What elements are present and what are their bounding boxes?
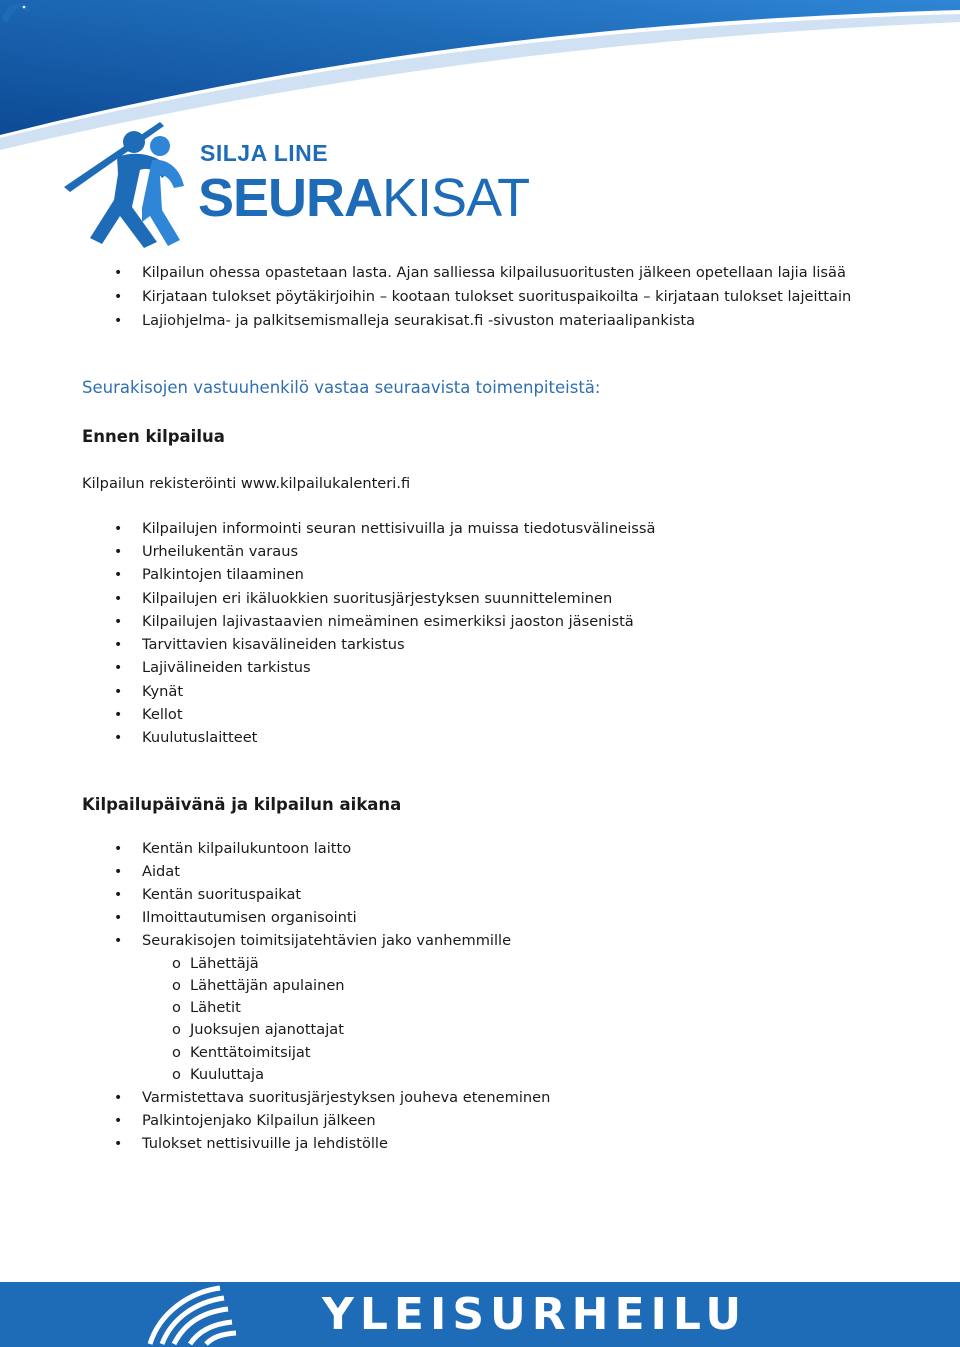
registration-text: Kilpailun rekisteröinti www.kilpailukalenteri.fi bbox=[82, 475, 411, 492]
yleisurheilu-logo-icon bbox=[140, 1282, 250, 1347]
during-item: • Palkintojenjako Kilpailun jälkeen bbox=[142, 1111, 376, 1131]
before-item: • Kilpailujen eri ikäluokkien suoritusjärjestyksen suunnitteleminen bbox=[142, 589, 612, 609]
brand-main-bold: SEURA bbox=[198, 168, 383, 228]
during-item: • Ilmoittautumisen organisointi bbox=[142, 908, 357, 928]
before-item: • Kuulutuslaitteet bbox=[142, 728, 257, 748]
during-item: • Kentän kilpailukuntoon laitto bbox=[142, 839, 351, 859]
before-item: • Kellot bbox=[142, 705, 183, 725]
official-role-item: o Lähettäjä bbox=[190, 954, 259, 974]
official-role-item: o Lähettäjän apulainen bbox=[190, 976, 345, 996]
before-item: • Kilpailujen lajivastaavien nimeäminen esimerkiksi jaoston jäsenistä bbox=[142, 612, 634, 632]
footer-wordmark: YLEISURHEILU bbox=[322, 1289, 748, 1340]
brand-main-light: KISAT bbox=[382, 168, 530, 228]
seal-icon bbox=[0, 0, 32, 24]
header-banner bbox=[0, 0, 960, 250]
during-item: • Aidat bbox=[142, 862, 180, 882]
during-item: • Kentän suorituspaikat bbox=[142, 885, 301, 905]
intro-bullet: • Kilpailun ohessa opastetaan lasta. Ajan salliessa kilpailusuoritusten jälkeen opetellaan lajia lisää bbox=[142, 263, 846, 283]
intro-bullet: • Kirjataan tulokset pöytäkirjoihin – kootaan tulokset suorituspaikoilta – kirjataan tulokset lajeittain bbox=[142, 287, 851, 307]
brand-main-text bbox=[198, 168, 529, 228]
official-role-item: o Kuuluttaja bbox=[190, 1065, 264, 1085]
intro-bullet: • Lajiohjelma- ja palkitsemismalleja seurakisat.fi -sivuston materiaalipankista bbox=[142, 311, 695, 331]
official-role-item: o Kenttätoimitsijat bbox=[190, 1043, 311, 1063]
during-item: • Tulokset nettisivuille ja lehdistölle bbox=[142, 1134, 388, 1154]
before-item: • Tarvittavien kisavälineiden tarkistus bbox=[142, 635, 405, 655]
before-item: • Kynät bbox=[142, 682, 183, 702]
before-heading: Ennen kilpailua bbox=[82, 427, 225, 446]
responsibility-heading: Seurakisojen vastuuhenkilö vastaa seuraavista toimenpiteistä: bbox=[82, 378, 601, 397]
during-item: • Varmistettava suoritusjärjestyksen jouheva eteneminen bbox=[142, 1088, 550, 1108]
during-item: • Seurakisojen toimitsijatehtävien jako vanhemmille bbox=[142, 931, 511, 951]
before-item: • Lajivälineiden tarkistus bbox=[142, 658, 311, 678]
official-role-item: o Juoksujen ajanottajat bbox=[190, 1020, 344, 1040]
before-item: • Kilpailujen informointi seuran nettisivuilla ja muissa tiedotusvälineissä bbox=[142, 519, 655, 539]
official-role-item: o Lähetit bbox=[190, 998, 241, 1018]
brand-top-text: SILJA LINE bbox=[200, 140, 329, 166]
athletes-logo-icon bbox=[62, 112, 212, 252]
before-item: • Urheilukentän varaus bbox=[142, 542, 298, 562]
during-heading: Kilpailupäivänä ja kilpailun aikana bbox=[82, 795, 402, 814]
before-item: • Palkintojen tilaaminen bbox=[142, 565, 304, 585]
